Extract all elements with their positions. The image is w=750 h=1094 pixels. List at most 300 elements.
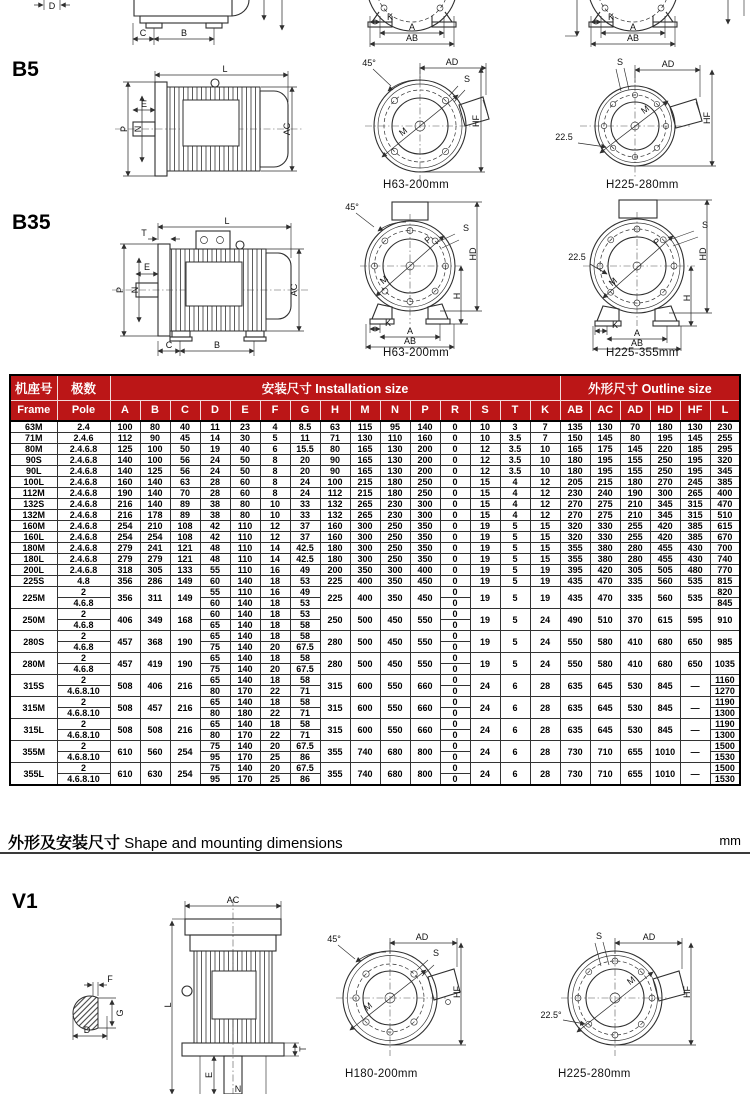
table-cell: 250M [10,609,57,631]
table-cell: 2 [57,675,110,686]
table-cell: 140 [230,675,260,686]
table-cell: 140 [230,719,260,730]
table-cell: 670 [710,532,740,543]
table-cell: 67.5 [290,664,320,675]
dim-label-t: T [141,228,147,238]
table-cell: 380 [590,554,620,565]
v1-front2-caption: H225-280mm [558,1068,631,1080]
table-cell: 450 [410,587,440,609]
table-cell: 2.4.6.8 [57,565,110,576]
b35-side-view-drawing [112,218,312,360]
table-cell: 100 [140,455,170,466]
dim-label-225deg: 22.5 [555,132,573,142]
dim-label-b: B [213,340,221,350]
table-cell: 8 [260,455,290,466]
table-cell: 195 [680,466,710,477]
table-cell: 14 [200,433,230,444]
col-header-row [10,400,740,421]
table-cell: 200 [320,565,350,576]
table-cell: 1035 [710,653,740,675]
table-cell: 350 [410,532,440,543]
table-cell: 121 [170,554,200,565]
table-cell: 530 [620,675,650,697]
table-cell: 800 [410,763,440,786]
table-cell: 6 [260,444,290,455]
table-cell: 200 [410,466,440,477]
table-cell: 24 [530,653,560,675]
dim-label-hf: HF [452,986,462,998]
table-cell: 265 [350,499,380,510]
table-cell: 455 [650,554,680,565]
table-cell: 12 [530,488,560,499]
table-cell: 500 [350,653,380,675]
table-cell: 37 [290,532,320,543]
table-cell: 730 [560,741,590,763]
table-cell: 5 [500,521,530,532]
table-cell: 0 [440,697,470,708]
table-cell: 450 [380,631,410,653]
table-cell: 50 [230,466,260,477]
table-cell: 108 [170,521,200,532]
table-cell: 0 [440,488,470,499]
table-cell: 345 [650,499,680,510]
table-cell: 200 [410,455,440,466]
table-cell: 580 [590,631,620,653]
table-row [10,554,740,565]
dim-label-a: A [406,326,414,336]
table-cell: 400 [410,565,440,576]
table-cell: 18 [260,620,290,631]
dim-label-n: N [234,1084,242,1094]
table-cell: 8 [260,466,290,477]
table-cell: 815 [710,576,740,587]
table-cell: 216 [110,499,140,510]
table-cell: 200 [410,444,440,455]
dim-label-l: L [163,1002,173,1008]
table-cell: 400 [710,488,740,499]
table-cell: 254 [110,532,140,543]
v1-side-view-body [172,899,299,1094]
table-cell: 24 [470,763,500,786]
table-cell: 2.4.6.8 [57,499,110,510]
table-cell: 210 [620,510,650,521]
table-cell: 2 [57,697,110,708]
table-cell: 0 [440,686,470,697]
table-cell: 660 [410,719,440,741]
table-cell: 318 [110,565,140,576]
table-cell: 470 [590,587,620,609]
table-cell: 11 [290,433,320,444]
table-cell: 1010 [650,741,680,763]
table-cell: 0 [440,565,470,576]
table-cell: 216 [170,675,200,697]
table-cell: 280 [320,631,350,653]
table-cell: 140 [230,631,260,642]
column-header: F [260,400,290,421]
table-cell: 190 [620,488,650,499]
table-cell: 48 [200,554,230,565]
v1-side-view-drawing [160,895,310,1094]
dim-label-ab: AB [630,338,644,348]
table-cell: 595 [680,609,710,631]
table-cell: 28 [200,488,230,499]
table-cell: 5 [500,587,530,609]
table-cell: 180 [320,554,350,565]
table-cell: 42 [200,521,230,532]
table-cell: 500 [350,609,380,631]
dim-label-s: S [463,74,471,84]
table-cell: 24 [530,609,560,631]
table-cell: 5 [500,554,530,565]
table-cell: 1530 [710,752,740,763]
table-cell: 315S [10,675,57,697]
table-cell: 18 [260,675,290,686]
table-cell: 410 [620,653,650,675]
table-cell: 508 [110,719,140,741]
table-cell: 95 [380,421,410,433]
table-cell: 60 [200,576,230,587]
table-cell: 160 [110,477,140,488]
dim-label-h: H [452,292,462,300]
dim-label-t: T [298,1046,308,1052]
table-cell: 635 [560,675,590,697]
dim-label-k: K [384,318,392,328]
table-row [10,565,740,576]
table-cell: 20 [260,763,290,774]
table-cell: 70 [620,421,650,433]
table-cell: 140 [230,741,260,752]
table-cell: 170 [230,730,260,741]
table-cell: 2 [57,631,110,642]
table-cell: 457 [110,653,140,675]
table-cell: 2 [57,719,110,730]
table-cell: 55 [200,565,230,576]
table-cell: 0 [440,719,470,730]
table-cell: 180 [380,488,410,499]
table-cell: 615 [710,521,740,532]
table-cell: 350 [380,576,410,587]
table-cell: 315L [10,719,57,741]
table-cell: 48 [200,543,230,554]
table-cell: 195 [680,455,710,466]
table-cell: 770 [710,565,740,576]
table-cell: 550 [410,609,440,631]
column-header: AD [620,400,650,421]
dim-label-m: M [362,1000,375,1013]
table-cell: 279 [140,554,170,565]
table-cell: 18 [260,576,290,587]
table-cell: 2 [57,587,110,598]
table-cell: 457 [140,697,170,719]
table-cell: 510 [710,510,740,521]
table-cell: 10 [530,466,560,477]
table-cell: 168 [170,609,200,631]
table-cell: 1300 [710,730,740,741]
table-cell: 28 [200,477,230,488]
table-cell: 315 [680,499,710,510]
table-cell: 112 [110,433,140,444]
table-cell: 71M [10,433,57,444]
dim-label-n: N [133,125,143,133]
dim-label-225deg: 22.5 [568,252,586,262]
dim-label-m: M [639,103,652,116]
dim-label-d: D [83,1025,91,1035]
table-cell: 355 [320,763,350,786]
table-cell: 140 [410,421,440,433]
dim-label-hd: HD [468,247,478,261]
table-cell: 4 [500,499,530,510]
table-cell: 320 [560,532,590,543]
table-cell: 180 [560,466,590,477]
table-cell: 140 [230,697,260,708]
table-cell: 10 [470,421,500,433]
table-cell: 0 [440,587,470,598]
table-cell: 270 [560,510,590,521]
table-cell: 40 [230,444,260,455]
table-cell: 38 [200,499,230,510]
table-cell: 89 [170,499,200,510]
table-cell: 1270 [710,686,740,697]
table-cell: 42.5 [290,543,320,554]
table-cell: 15.5 [290,444,320,455]
dim-label-c: C [165,340,173,350]
table-cell: 71 [320,433,350,444]
section-v1-title: V1 [12,890,38,913]
table-cell: 140 [140,499,170,510]
table-row [10,532,740,543]
table-cell: 680 [380,763,410,786]
table-cell: 160M [10,521,57,532]
table-cell: 22 [260,708,290,719]
table-cell: 7 [530,433,560,444]
table-cell: 0 [440,774,470,786]
table-cell: 58 [290,675,320,686]
table-cell: 19 [470,576,500,587]
partial-front-view-2 [565,0,744,47]
table-cell: 145 [680,433,710,444]
table-cell: 160 [410,433,440,444]
table-row [10,719,740,730]
table-cell: 112M [10,488,57,499]
column-header: L [710,400,740,421]
table-cell: 67.5 [290,741,320,752]
dim-label-k: K [611,320,619,330]
table-row [10,653,740,664]
column-header: D [200,400,230,421]
table-cell: 435 [560,576,590,587]
table-cell: 19 [470,631,500,653]
table-cell: 279 [110,543,140,554]
table-row [10,763,740,774]
table-cell: 42 [200,532,230,543]
table-cell: 4 [500,477,530,488]
v1-front-view-small-drawing [320,930,470,1065]
table-cell: 510 [590,609,620,631]
table-cell: 655 [620,763,650,786]
table-cell: 560 [650,587,680,609]
table-cell: 90L [10,466,57,477]
table-cell: 350 [350,565,380,576]
table-cell: 2.4.6.8 [57,532,110,543]
column-header: A [110,400,140,421]
table-cell: 67.5 [290,763,320,774]
table-cell: 0 [440,752,470,763]
dim-label-hf: HF [471,115,481,127]
dim-label-l: L [222,64,228,74]
table-header [10,375,740,421]
table-cell: 140 [140,488,170,499]
table-cell: 910 [710,609,740,631]
table-cell: 4.6.8 [57,598,110,609]
table-cell: 740 [710,554,740,565]
table-cell: 0 [440,741,470,752]
table-cell: 15 [470,477,500,488]
b5-front-large-body [578,65,716,179]
table-cell: 4.6.8.10 [57,686,110,697]
table-cell: 600 [350,719,380,741]
table-cell: 180 [380,477,410,488]
pole-header-zh: 极数 [57,375,110,400]
table-cell: 3.5 [500,444,530,455]
table-cell: 420 [650,521,680,532]
table-cell: 140 [230,653,260,664]
column-header: G [290,400,320,421]
table-cell: 132S [10,499,57,510]
table-cell: 250 [380,543,410,554]
table-cell: 38 [200,510,230,521]
table-cell: 270 [560,499,590,510]
table-cell: 80 [230,510,260,521]
table-cell: 16 [260,565,290,576]
table-cell: 450 [410,576,440,587]
install-size-header: 安装尺寸 Installation size [110,375,560,400]
table-cell: 60 [200,609,230,620]
table-row [10,466,740,477]
table-cell: 0 [440,466,470,477]
table-cell: 89 [170,510,200,521]
dim-label-p: P [115,286,125,294]
table-cell: 255 [620,521,650,532]
table-cell: 2 [57,741,110,752]
table-cell: 5 [260,433,290,444]
table-cell: 40 [170,421,200,433]
table-cell: 155 [620,455,650,466]
dim-label-g: G [115,1009,125,1017]
table-cell: 121 [170,543,200,554]
v1-shaft-section-body [73,982,116,1040]
table-cell: 4 [260,421,290,433]
dim-label-s: S [701,220,709,230]
table-cell: 1190 [710,719,740,730]
table-cell: 65 [200,620,230,631]
table-cell: 180 [620,477,650,488]
table-cell: 18 [260,697,290,708]
table-cell: 655 [620,741,650,763]
table-cell: 508 [110,697,140,719]
shape-caption-zh: 外形及安装尺寸 [8,835,121,852]
unit-label: mm [719,833,741,848]
table-cell: 300 [380,565,410,576]
table-cell: 19 [530,587,560,609]
dim-label-hf: HF [702,112,712,124]
table-cell: 140 [110,455,140,466]
table-cell: 185 [680,444,710,455]
table-cell: 350 [380,587,410,609]
table-cell: 300 [350,543,380,554]
b35-front2-caption: H225-355mm [606,347,679,359]
table-cell: 15 [530,543,560,554]
dim-label-ad: AD [415,932,429,942]
table-cell: 230 [380,499,410,510]
table-cell: 225S [10,576,57,587]
table-cell: 28 [530,719,560,741]
table-cell: 320 [710,455,740,466]
column-header: N [380,400,410,421]
table-cell: 135 [560,421,590,433]
table-cell: 0 [440,510,470,521]
table-cell: 155 [620,466,650,477]
table-cell: 740 [350,763,380,786]
b5-front1-caption: H63-200mm [383,179,449,191]
table-cell: 300 [650,488,680,499]
dim-label-e: E [143,262,151,272]
dim-label-ad: AD [642,932,656,942]
table-cell: 110 [230,543,260,554]
b35-front-large-body [583,200,712,351]
table-cell: 610 [110,741,140,763]
table-cell: 335 [620,576,650,587]
table-cell: 845 [650,697,680,719]
table-cell: 140 [230,576,260,587]
table-cell: 215 [350,488,380,499]
table-cell: 300 [410,510,440,521]
dim-label-ac: AC [282,122,292,136]
table-cell: 112 [320,488,350,499]
table-row [10,741,740,752]
table-cell: 0 [440,499,470,510]
dim-label-ab: AB [405,33,419,43]
table-cell: 0 [440,421,470,433]
table-cell: 165 [560,444,590,455]
table-cell: 160L [10,532,57,543]
table-cell: 0 [440,730,470,741]
table-cell: 315M [10,697,57,719]
table-cell: 130 [680,421,710,433]
table-cell: 0 [440,477,470,488]
table-cell: 149 [170,587,200,609]
table-cell: 58 [290,620,320,631]
table-cell: 125 [110,444,140,455]
table-cell: 355 [560,554,590,565]
table-cell: 419 [140,653,170,675]
table-cell: 645 [590,675,620,697]
table-cell: 10 [530,444,560,455]
table-cell: 345 [710,466,740,477]
table-cell: 265 [680,488,710,499]
table-cell: 355L [10,763,57,786]
table-cell: 110 [230,532,260,543]
table-cell: 165 [350,444,380,455]
b5-side-view-drawing [115,60,305,200]
table-cell: 22 [260,686,290,697]
table-cell: 20 [260,642,290,653]
table-cell: — [680,675,710,697]
table-cell: 650 [680,653,710,675]
table-cell: 610 [110,763,140,786]
table-cell: 550 [410,631,440,653]
table-cell: 80 [200,686,230,697]
table-cell: 58 [290,653,320,664]
